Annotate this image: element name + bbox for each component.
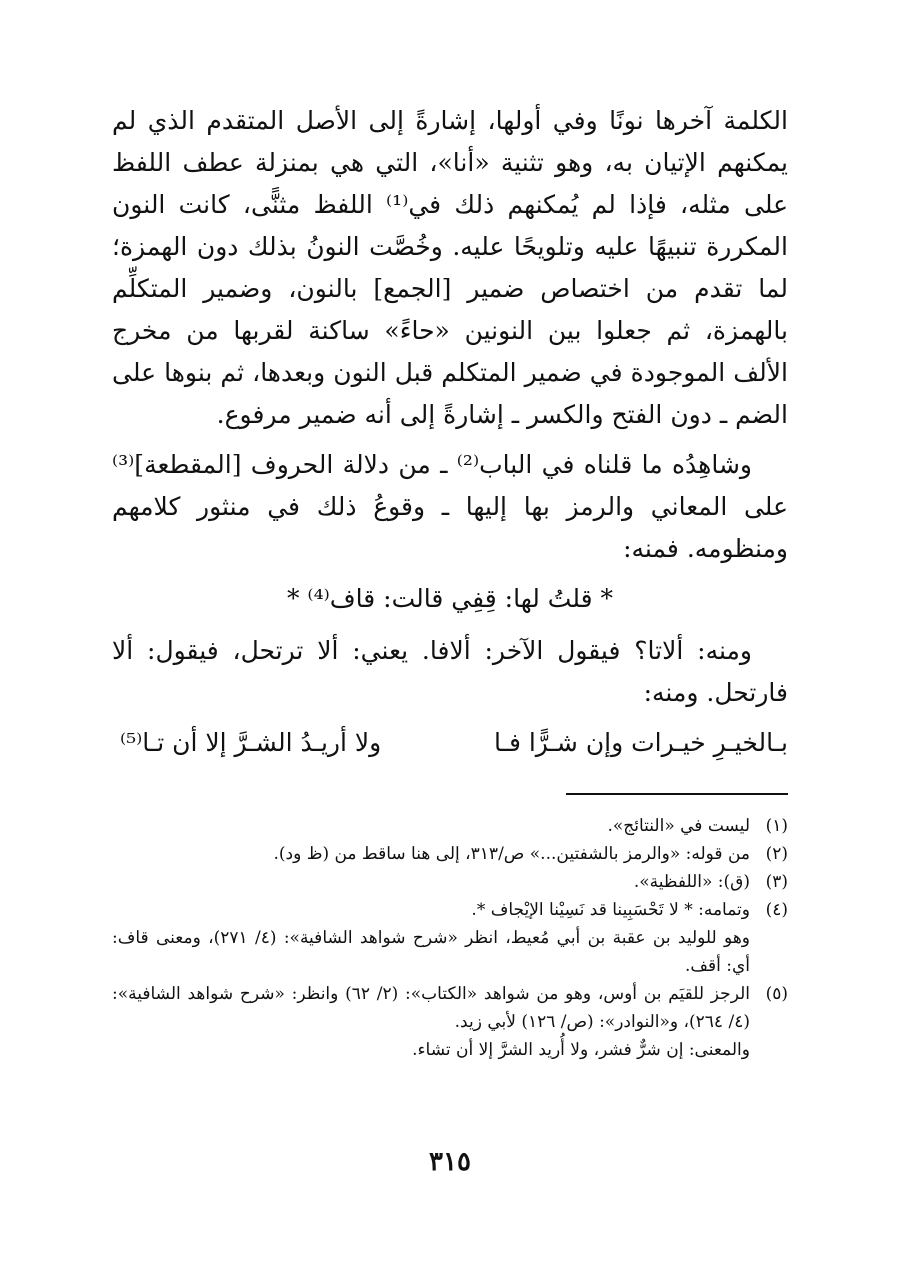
footnote-4 [112,896,788,924]
main-text [112,100,788,764]
footnote-5 [112,980,788,1036]
footnote-text: الرجز للقيَم بن أوس، وهو من شواهد «الكتاب»: (٢/ ٦٢) وانظر: «شرح شواهد الشافية»: (٤/ ٢٦٤)، و«النوادر»: (ص/ ١٢٦) لأبي زيد. [112,984,750,1032]
paragraph-3: ومنه: ألاتا؟ فيقول الآخر: ألافا. يعني: ألا ترتحل، فيقول: ألا فارتحل. ومنه: [112,636,788,707]
footnote-text: ليست في «النتائج». [607,816,750,836]
footnote-2 [112,840,788,868]
verse-line-1: * قلتُ لها: قِفِي قالت: قاف⁽⁴⁾ * [286,584,614,613]
paragraph-2: وشاهِدُه ما قلناه في الباب⁽²⁾ ـ من دلالة الحروف [المقطعة]⁽³⁾ على المعاني والرمز بها إليها ـ وقوعُ ذلك في منثور كلامهم ومنظومه. فمنه: [112,450,788,563]
verse-first-hemistich: بـالخيـرِ خيـرات وإن شـرًّا فـا [494,728,788,757]
footnote-5-continuation: والمعنى: إن شرٌّ فشر، ولا أُريد الشرَّ إلا أن تشاء. [412,1040,750,1060]
footnotes [112,812,788,1064]
verse-line-2 [112,722,788,764]
footnote-text: وتمامه: * لا تَحْسَبِينا قد نَسِيْنا الإيْجاف *. [471,900,750,920]
footnote-text: من قوله: «والرمز بالشفتين...» ص/٣١٣، إلى هنا ساقط من (ظ ود). [273,844,750,864]
footnote-number: (١) [765,816,788,836]
page-number: ٣١٥ [429,1147,471,1177]
footnote-1 [112,812,788,840]
paragraph-1: الكلمة آخرها نونًا وفي أولها، إشارةً إلى الأصل المتقدم الذي لم يمكنهم الإتيان به، وهو تثنية «أنا»، التي هي بمنزلة عطف اللفظ على مثله، فإذا لم يُمكنهم ذلك في⁽¹⁾ اللفظ مثنًّى، كانت النون المكررة تنبيهًا عليه وتلويحًا عليه. وخُصَّت النونُ بذلك دون الهمزة؛ لما تقدم من اختصاص ضمير [الجمع] بالنون، وضمير المتكلِّم بالهمزة، ثم جعلوا بين النونين «حاءً» ساكنة لقربها من مخرج الألف الموجودة في ضمير المتكلم قبل النون وبعدها، ثم بنوها على الضم ـ دون الفتح والكسر ـ إشارةً إلى أنه ضمير مرفوع. [112,106,789,429]
footnote-separator [566,793,788,795]
verse-second-hemistich: ولا أريـدُ الشـرَّ إلا أن تـا⁽⁵⁾ [120,728,382,757]
footnote-number: (٢) [765,844,788,864]
footnote-number: (٥) [765,984,788,1004]
footnote-3 [112,868,788,896]
footnote-number: (٣) [765,872,788,892]
footnote-text: (ق): «اللفظية». [633,872,750,892]
footnote-4-continuation: وهو للوليد بن عقبة بن أبي مُعيط، انظر «شرح شواهد الشافية»: (٤/ ٢٧١)، ومعنى قاف: أي: أقف. [112,928,750,976]
footnote-number: (٤) [765,900,788,920]
